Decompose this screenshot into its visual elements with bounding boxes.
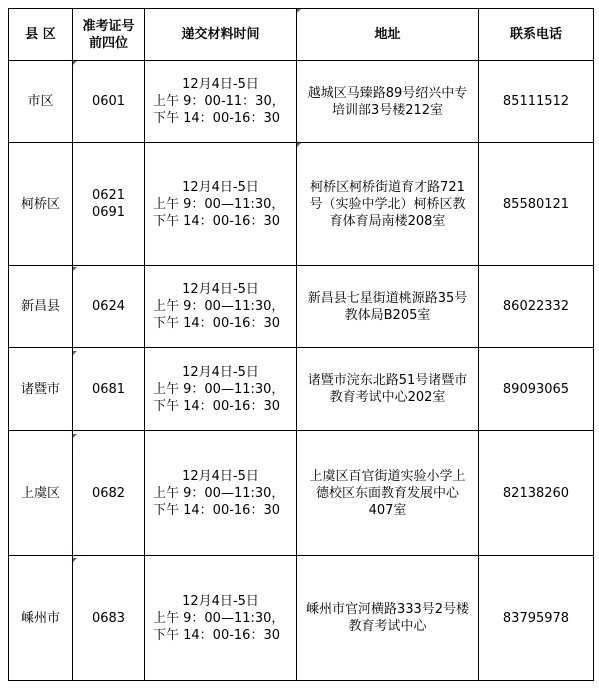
phone-cell: 85580121: [479, 143, 594, 266]
address-line: 新昌县七星街道桃源路35号: [307, 290, 468, 306]
time-cell: [145, 431, 297, 556]
table-row: [9, 143, 594, 266]
address-line: 柯桥区柯桥街道育才路721: [310, 179, 465, 195]
time-morning: 上午 9：00—11:30，: [153, 299, 285, 314]
time-date: 12月4日-5日: [182, 593, 259, 609]
cell-marker: [297, 9, 301, 13]
table-row: [9, 348, 594, 431]
phone-cell: 85111512: [479, 61, 594, 143]
address-cell: [297, 348, 479, 431]
time-date: 12月4日-5日: [182, 468, 259, 484]
cell-marker: [73, 61, 77, 65]
time-afternoon: 下午 14：00-16：30: [153, 316, 280, 331]
header-code-line1: 准考证号: [82, 18, 135, 34]
county-cell: 市区: [9, 61, 73, 143]
phone-cell: 83795978: [479, 556, 594, 681]
phone-cell: 89093065: [479, 348, 594, 431]
time-afternoon: 下午 14：00-16：30: [153, 398, 280, 414]
address-line: 诸暨市浣东北路51号诸暨市: [307, 373, 468, 388]
code-line: 0624: [91, 299, 126, 314]
address-line: 上虞区百官街道实验小学上: [309, 468, 466, 484]
time-morning: 上午 9：00—11:30，: [153, 610, 285, 626]
address-line: 培训部3号楼212室: [331, 102, 444, 118]
code-cell: [73, 348, 145, 431]
time-afternoon: 下午 14：00-16：30: [153, 213, 280, 229]
time-afternoon: 下午 14：00-16：30: [153, 502, 280, 518]
address-line: 越城区马臻路89号绍兴中专: [307, 85, 468, 101]
address-line: 教体局B205室: [344, 307, 431, 323]
time-cell: [145, 266, 297, 348]
address-line: 407室: [368, 502, 407, 518]
code-line: 0601: [91, 94, 126, 109]
address-line: 德校区东面教育发展中心: [315, 485, 459, 501]
time-date: 12月4日-5日: [182, 282, 259, 297]
table-row: [9, 266, 594, 348]
time-afternoon: 下午 14：00-16：30: [153, 627, 280, 643]
table-row: [9, 61, 594, 143]
county-cell: 嵊州市: [9, 556, 73, 681]
code-line: 0682: [91, 485, 126, 501]
address-cell: [297, 143, 479, 266]
header-time: 递交材料时间: [145, 9, 297, 61]
code-cell: [73, 556, 145, 681]
address-line: 嵊州市官河横路333号2号楼: [305, 602, 470, 617]
time-date: 12月4日-5日: [182, 179, 259, 195]
code-line: 0683: [91, 610, 126, 626]
header-county: 县 区: [9, 9, 73, 61]
header-phone: 联系电话: [479, 9, 594, 61]
address-line: 教育考试中心202室: [329, 390, 446, 405]
table-row: [9, 431, 594, 556]
phone-cell: 86022332: [479, 266, 594, 348]
county-cell: 新昌县: [9, 266, 73, 348]
code-cell: [73, 266, 145, 348]
registration-info-table: [8, 8, 594, 681]
address-cell: [297, 266, 479, 348]
code-line: 0691: [91, 205, 126, 220]
phone-cell: 82138260: [479, 431, 594, 556]
county-cell: 柯桥区: [9, 143, 73, 266]
time-cell: [145, 61, 297, 143]
code-line: 0621: [91, 188, 126, 203]
header-code: [73, 9, 145, 61]
time-date: 12月4日-5日: [182, 364, 259, 380]
time-morning: 上午 9：00—11:30，: [153, 485, 285, 501]
time-date: 12月4日-5日: [182, 77, 259, 92]
cell-marker: [73, 267, 77, 271]
table-header-row: [9, 9, 594, 61]
cell-marker: [297, 143, 301, 147]
county-cell: 诸暨市: [9, 348, 73, 431]
address-line: 育体育局南楼208室: [329, 213, 446, 229]
time-afternoon: 下午 14：00-16：30: [153, 111, 280, 126]
code-cell: [73, 61, 145, 143]
cell-marker: [73, 558, 77, 562]
time-cell: [145, 143, 297, 266]
address-cell: [297, 431, 479, 556]
code-cell: [73, 143, 145, 266]
time-morning: 上午 9：00-11：30，: [153, 94, 285, 109]
address-cell: [297, 556, 479, 681]
address-cell: [297, 61, 479, 143]
header-code-line2: 前四位: [88, 35, 128, 51]
time-morning: 上午 9：00—11:30，: [153, 196, 285, 212]
address-line: 教育考试中心: [348, 619, 427, 634]
address-line: 号（实验中学北）柯桥区教: [309, 196, 466, 212]
time-cell: [145, 348, 297, 431]
code-cell: [73, 431, 145, 556]
code-line: 0681: [91, 381, 126, 397]
cell-marker: [73, 434, 77, 438]
table-row: [9, 556, 594, 681]
county-cell: 上虞区: [9, 431, 73, 556]
time-cell: [145, 556, 297, 681]
time-morning: 上午 9：00—11:30，: [153, 381, 285, 397]
header-address: 地址: [297, 9, 479, 61]
cell-marker: [73, 351, 77, 355]
